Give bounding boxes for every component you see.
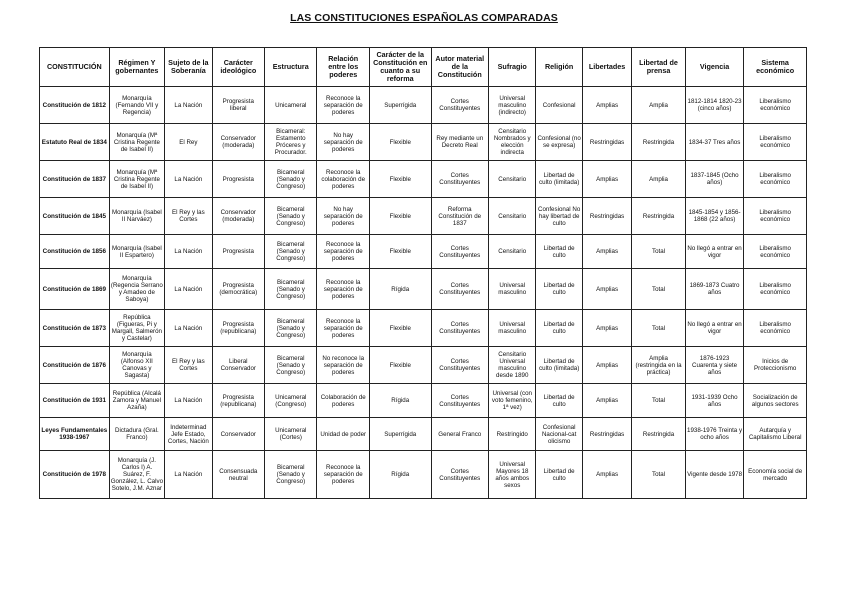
table-cell: Liberalismo económico bbox=[744, 124, 807, 161]
row-header-cell: Constitución de 1812 bbox=[40, 87, 110, 124]
table-cell: Bicameral (Senado y Congreso) bbox=[265, 347, 317, 384]
table-cell: Cortes Constituyentes bbox=[431, 269, 489, 310]
table-cell: Monarquía (Isabel II Espartero) bbox=[109, 235, 165, 269]
table-cell: Total bbox=[632, 269, 685, 310]
table-cell: Restringida bbox=[632, 418, 685, 451]
table-cell: Monarquía (Regencia Serrano y Amadeo de Saboya) bbox=[109, 269, 165, 310]
table-cell: Unicameral bbox=[265, 87, 317, 124]
table-cell: Censitario bbox=[489, 235, 536, 269]
table-cell: Amplias bbox=[582, 347, 631, 384]
table-cell: No hay separación de poderes bbox=[317, 198, 369, 235]
table-cell: Progresista (republicana) bbox=[212, 310, 264, 347]
table-cell: Restringidas bbox=[582, 124, 631, 161]
table-cell: Liberalismo económico bbox=[744, 235, 807, 269]
table-cell: 1876-1923 Cuarenta y siete años bbox=[685, 347, 744, 384]
table-cell: Economía social de mercado bbox=[744, 451, 807, 499]
table-cell: La Nación bbox=[165, 451, 212, 499]
header-cell: CONSTITUCIÓN bbox=[40, 48, 110, 87]
table-cell: Libertad de culto bbox=[536, 269, 582, 310]
table-cell: Libertad de culto bbox=[536, 384, 582, 418]
table-cell: Rígida bbox=[369, 451, 431, 499]
header-cell: Régimen Y gobernantes bbox=[109, 48, 165, 87]
header-cell: Sistema económico bbox=[744, 48, 807, 87]
row-header-cell: Constitución de 1856 bbox=[40, 235, 110, 269]
table-cell: La Nación bbox=[165, 384, 212, 418]
table-cell: Flexible bbox=[369, 124, 431, 161]
table-cell: Libertad de culto (limitada) bbox=[536, 161, 582, 198]
table-cell: La Nación bbox=[165, 161, 212, 198]
table-cell: Libertad de culto bbox=[536, 310, 582, 347]
row-header-cell: Constitución de 1978 bbox=[40, 451, 110, 499]
table-cell: 1837-1845 (Ocho años) bbox=[685, 161, 744, 198]
table-cell: Confesional No hay libertad de culto bbox=[536, 198, 582, 235]
table-row bbox=[40, 124, 807, 161]
table-cell: Amplia bbox=[632, 87, 685, 124]
table-cell: Consensuada neutral bbox=[212, 451, 264, 499]
table-cell: Reconoce la separación de poderes bbox=[317, 269, 369, 310]
table-cell: Inicios de Proteccionismo bbox=[744, 347, 807, 384]
table-cell: Libertad de culto bbox=[536, 451, 582, 499]
table-cell: Unidad de poder bbox=[317, 418, 369, 451]
header-cell: Relación entre los poderes bbox=[317, 48, 369, 87]
header-cell: Carácter ideológico bbox=[212, 48, 264, 87]
row-header-cell: Constitución de 1869 bbox=[40, 269, 110, 310]
table-cell: Reconoce la separación de poderes bbox=[317, 235, 369, 269]
table-cell: Libertad de culto (limitada) bbox=[536, 347, 582, 384]
table-cell: No reconoce la separación de poderes bbox=[317, 347, 369, 384]
table-row bbox=[40, 269, 807, 310]
table-cell: Total bbox=[632, 310, 685, 347]
table-cell: Flexible bbox=[369, 161, 431, 198]
table-cell: Bicameral (Senado y Congreso) bbox=[265, 198, 317, 235]
table-cell: Bicameral (Senado y Congreso) bbox=[265, 161, 317, 198]
header-cell: Sufragio bbox=[489, 48, 536, 87]
table-cell: Restringidas bbox=[582, 198, 631, 235]
table-cell: República (Alcalá Zamora y Manuel Azaña) bbox=[109, 384, 165, 418]
table-cell: No hay separación de poderes bbox=[317, 124, 369, 161]
row-header-cell: Constitución de 1931 bbox=[40, 384, 110, 418]
table-cell: Restringida bbox=[632, 198, 685, 235]
table-row bbox=[40, 310, 807, 347]
table-cell: Progresista bbox=[212, 161, 264, 198]
table-cell: Progresista bbox=[212, 235, 264, 269]
table-cell: Flexible bbox=[369, 198, 431, 235]
table-cell: Cortes Constituyentes bbox=[431, 161, 489, 198]
table-cell: Monarquía (Mª Cristina Regente de Isabel II) bbox=[109, 124, 165, 161]
table-cell: Reconoce la colaboración de poderes bbox=[317, 161, 369, 198]
table-cell: Universal masculino (indirecto) bbox=[489, 87, 536, 124]
table-cell: Liberalismo económico bbox=[744, 161, 807, 198]
table-cell: Progresista (republicana) bbox=[212, 384, 264, 418]
table-cell: Universal masculino bbox=[489, 310, 536, 347]
table-cell: Monarquía (Isabel II Narváez) bbox=[109, 198, 165, 235]
table-row bbox=[40, 161, 807, 198]
table-cell: Unicameral (Cortes) bbox=[265, 418, 317, 451]
table-cell: Amplias bbox=[582, 269, 631, 310]
table-cell: General Franco bbox=[431, 418, 489, 451]
constitutions-table bbox=[39, 47, 807, 499]
row-header-cell: Constitución de 1873 bbox=[40, 310, 110, 347]
table-cell: Restringido bbox=[489, 418, 536, 451]
header-cell: Vigencia bbox=[685, 48, 744, 87]
table-cell: 1812-1814 1820-23 (cinco años) bbox=[685, 87, 744, 124]
table-cell: Monarquía (Alfonso XII Canovas y Sagasta) bbox=[109, 347, 165, 384]
table-cell: Confesional bbox=[536, 87, 582, 124]
table-cell: Liberalismo económico bbox=[744, 269, 807, 310]
table-cell: Libertad de culto bbox=[536, 235, 582, 269]
table-cell: Confesional (no se expresa) bbox=[536, 124, 582, 161]
table-row bbox=[40, 384, 807, 418]
table-row bbox=[40, 451, 807, 499]
table-cell: Restringidas bbox=[582, 418, 631, 451]
table-cell: Amplias bbox=[582, 384, 631, 418]
table-row bbox=[40, 418, 807, 451]
table-cell: Indeterminad Jefe Estado, Cortes, Nación bbox=[165, 418, 212, 451]
table-cell: La Nación bbox=[165, 87, 212, 124]
table-cell: Total bbox=[632, 451, 685, 499]
table-cell: Cortes Constituyentes bbox=[431, 310, 489, 347]
table-cell: Conservador bbox=[212, 418, 264, 451]
table-cell: 1938-1976 Treinta y ocho años bbox=[685, 418, 744, 451]
table-cell: Liberal Conservador bbox=[212, 347, 264, 384]
table-cell: Confesional Nacional-cat olicismo bbox=[536, 418, 582, 451]
table-cell: Liberalismo económico bbox=[744, 87, 807, 124]
table-cell: Superrígida bbox=[369, 418, 431, 451]
table-cell: Unicameral (Congreso) bbox=[265, 384, 317, 418]
table-cell: Amplias bbox=[582, 310, 631, 347]
table-header-row bbox=[40, 48, 807, 87]
table-cell: Bicameral (Senado y Congreso) bbox=[265, 269, 317, 310]
table-cell: No llegó a entrar en vigor bbox=[685, 310, 744, 347]
table-cell: Censitario Nombrados y elección indirecta bbox=[489, 124, 536, 161]
table-cell: Amplias bbox=[582, 161, 631, 198]
table-cell: Amplia (restringida en la práctica) bbox=[632, 347, 685, 384]
table-cell: Bicameral (Senado y Congreso) bbox=[265, 310, 317, 347]
table-cell: Dictadura (Gral. Franco) bbox=[109, 418, 165, 451]
table-cell: Amplias bbox=[582, 451, 631, 499]
table-cell: Bicameral (Senado y Congreso) bbox=[265, 451, 317, 499]
table-row bbox=[40, 235, 807, 269]
table-cell: Liberalismo económico bbox=[744, 310, 807, 347]
table-cell: Reconoce la separación de poderes bbox=[317, 451, 369, 499]
header-cell: Autor material de la Constitución bbox=[431, 48, 489, 87]
table-cell: El Rey y las Cortes bbox=[165, 198, 212, 235]
header-cell: Libertad de prensa bbox=[632, 48, 685, 87]
table-cell: Reforma Constitución de 1837 bbox=[431, 198, 489, 235]
table-cell: Rey mediante un Decreto Real bbox=[431, 124, 489, 161]
table-cell: 1931-1939 Ocho años bbox=[685, 384, 744, 418]
table-cell: Reconoce la separación de poderes bbox=[317, 310, 369, 347]
header-cell: Estructura bbox=[265, 48, 317, 87]
row-header-cell: Estatuto Real de 1834 bbox=[40, 124, 110, 161]
table-cell: Cortes Constituyentes bbox=[431, 347, 489, 384]
table-cell: Conservador (moderada) bbox=[212, 198, 264, 235]
table-cell: La Nación bbox=[165, 269, 212, 310]
table-cell: Monarquía (Mª Cristina Regente de Isabel II) bbox=[109, 161, 165, 198]
table-cell: Bicameral (Senado y Congreso) bbox=[265, 235, 317, 269]
table-cell: El Rey bbox=[165, 124, 212, 161]
header-cell: Religión bbox=[536, 48, 582, 87]
table-cell: Censitario bbox=[489, 198, 536, 235]
table-cell: Cortes Constituyentes bbox=[431, 451, 489, 499]
row-header-cell: Constitución de 1845 bbox=[40, 198, 110, 235]
table-cell: Reconoce la separación de poderes bbox=[317, 87, 369, 124]
table-cell: Censitario Universal masculino desde 1890 bbox=[489, 347, 536, 384]
table-cell: Progresista (democrática) bbox=[212, 269, 264, 310]
table-cell: Socialización de algunos sectores bbox=[744, 384, 807, 418]
table-cell: Amplias bbox=[582, 87, 631, 124]
table-cell: Autarquía y Capitalismo Liberal bbox=[744, 418, 807, 451]
header-cell: Carácter de la Constitución en cuanto a su reforma bbox=[369, 48, 431, 87]
table-row bbox=[40, 347, 807, 384]
table-cell: Restringida bbox=[632, 124, 685, 161]
table-cell: Vigente desde 1978 bbox=[685, 451, 744, 499]
table-cell: Conservador (moderada) bbox=[212, 124, 264, 161]
table-cell: Flexible bbox=[369, 235, 431, 269]
table-cell: Rígida bbox=[369, 269, 431, 310]
table-cell: Amplias bbox=[582, 235, 631, 269]
table-cell: Total bbox=[632, 384, 685, 418]
row-header-cell: Constitución de 1837 bbox=[40, 161, 110, 198]
table-cell: Cortes Constituyentes bbox=[431, 235, 489, 269]
table-cell: Censitario bbox=[489, 161, 536, 198]
header-cell: Libertades bbox=[582, 48, 631, 87]
table-cell: Cortes Constituyentes bbox=[431, 87, 489, 124]
table-cell: Rígida bbox=[369, 384, 431, 418]
table-cell: Flexible bbox=[369, 347, 431, 384]
table-cell: 1845-1854 y 1856-1868 (22 años) bbox=[685, 198, 744, 235]
table-cell: Superrígida bbox=[369, 87, 431, 124]
table-cell: Universal (con voto femenino, 1ª vez) bbox=[489, 384, 536, 418]
table-cell: 1834-37 Tres años bbox=[685, 124, 744, 161]
header-cell: Sujeto de la Soberanía bbox=[165, 48, 212, 87]
table-cell: Universal Mayores 18 años ambos sexos bbox=[489, 451, 536, 499]
table-row bbox=[40, 87, 807, 124]
table-cell: Amplia bbox=[632, 161, 685, 198]
table-cell: El Rey y las Cortes bbox=[165, 347, 212, 384]
row-header-cell: Leyes Fundamentales 1938-1967 bbox=[40, 418, 110, 451]
table-cell: Universal masculino bbox=[489, 269, 536, 310]
table-cell: República (Figueras, Pi y Margall, Salmerón y Castelar) bbox=[109, 310, 165, 347]
table-cell: Monarquía (Fernando VII y Regencia) bbox=[109, 87, 165, 124]
table-cell: La Nación bbox=[165, 235, 212, 269]
table-cell: La Nación bbox=[165, 310, 212, 347]
row-header-cell: Constitución de 1876 bbox=[40, 347, 110, 384]
table-cell: Liberalismo económico bbox=[744, 198, 807, 235]
table-cell: Monarquía (J. Carlos I) A. Suárez, F. González, L. Calvo Sotelo, J.M. Aznar bbox=[109, 451, 165, 499]
table-cell: Bicameral: Estamento Próceres y Procurador. bbox=[265, 124, 317, 161]
table-cell: 1869-1873 Cuatro años bbox=[685, 269, 744, 310]
table-cell: No llegó a entrar en vigor bbox=[685, 235, 744, 269]
table-cell: Colaboración de poderes bbox=[317, 384, 369, 418]
table-row bbox=[40, 198, 807, 235]
table-cell: Total bbox=[632, 235, 685, 269]
table-cell: Flexible bbox=[369, 310, 431, 347]
table-cell: Cortes Constituyentes bbox=[431, 384, 489, 418]
table-cell: Progresista liberal bbox=[212, 87, 264, 124]
document-title: LAS CONSTITUCIONES ESPAÑOLAS COMPARADAS bbox=[290, 12, 558, 24]
